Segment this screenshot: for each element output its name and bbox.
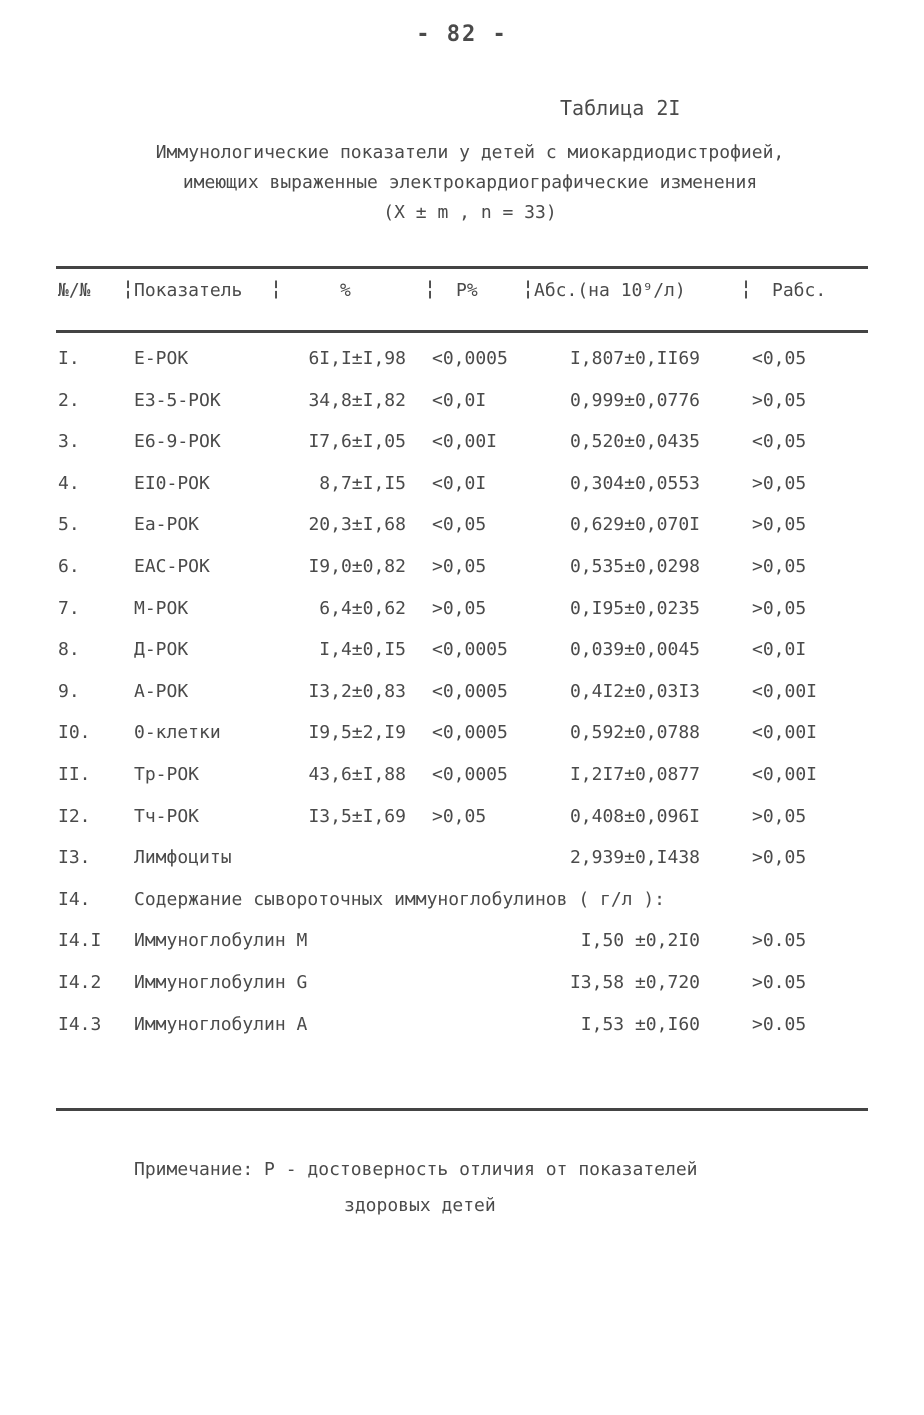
row-absolute: I,2I7±0,0877 <box>569 764 700 785</box>
row-indicator: EAC-РОК <box>134 556 210 577</box>
table-row <box>0 1006 924 1048</box>
row-percent: I,4±0,I5 <box>319 639 406 661</box>
table-header-rule <box>56 330 868 333</box>
row-p-absolute: <0,05 <box>752 348 807 369</box>
table-caption <box>60 138 880 228</box>
row-number: 5. <box>58 514 80 536</box>
row-absolute: 0,592±0,0788 <box>569 722 700 744</box>
row-percent: 8,7±I,I5 <box>319 472 406 494</box>
row-number: I. <box>58 348 80 369</box>
row-indicator: Tр-РОК <box>134 764 200 785</box>
table-row <box>0 673 924 715</box>
row-indicator: 0-клетки <box>134 722 221 744</box>
table-row <box>0 798 924 840</box>
table-bottom-rule <box>56 1108 868 1111</box>
table-row <box>0 964 924 1006</box>
row-percent: 20,3±I,68 <box>308 514 406 536</box>
row-number: 4. <box>58 472 80 494</box>
row-number: 9. <box>58 680 80 702</box>
row-p-absolute: <0,00I <box>752 764 818 785</box>
table-row <box>0 382 924 424</box>
row-indicator: Иммуноглобулин G <box>134 972 308 993</box>
note-line-2: здоровых детей <box>344 1195 496 1216</box>
row-percent: 6I,I±I,98 <box>308 348 406 369</box>
row-indicator: Eа-РОК <box>134 514 200 536</box>
row-p-absolute: >0,05 <box>752 805 807 827</box>
row-number: 3. <box>58 431 80 453</box>
header-separator: ¦ <box>122 276 135 300</box>
table-note <box>134 1152 834 1224</box>
row-indicator: A-РОК <box>134 680 189 702</box>
header-indicator: Показатель <box>134 280 243 301</box>
row-absolute: 0,I95±0,0235 <box>569 597 700 619</box>
row-p-absolute: <0,05 <box>752 431 807 453</box>
row-percent: I3,5±I,69 <box>308 805 406 827</box>
row-p-absolute: >0,05 <box>752 597 807 619</box>
row-absolute: 0,535±0,0298 <box>569 556 700 577</box>
row-indicator: EI0-РОК <box>134 472 210 494</box>
row-p-absolute: >0.05 <box>752 972 807 993</box>
row-p-percent: >0,05 <box>432 556 487 577</box>
page-number: - 82 - <box>416 22 508 47</box>
row-p-absolute: >0.05 <box>752 930 807 952</box>
table-label: Таблица 2I <box>560 96 681 120</box>
caption-line-3: (X ± m , n = 33) <box>383 202 557 223</box>
header-p-abs: Pабс. <box>772 280 827 301</box>
table-row <box>0 881 924 923</box>
row-number: I4. <box>58 888 91 910</box>
row-number: II. <box>58 764 91 785</box>
row-p-absolute: >0,05 <box>752 389 807 411</box>
row-p-absolute: <0,0I <box>752 639 807 661</box>
row-p-percent: >0,05 <box>432 597 487 619</box>
row-indicator: M-РОК <box>134 597 189 619</box>
row-number: I4.2 <box>58 972 102 993</box>
row-percent: 34,8±I,82 <box>308 389 406 411</box>
row-indicator: E6-9-РОК <box>134 431 221 453</box>
row-indicator: Иммуноглобулин A <box>134 1013 308 1035</box>
row-p-absolute: <0,00I <box>752 722 818 744</box>
table-row <box>0 590 924 632</box>
table-row <box>0 465 924 507</box>
row-number: 8. <box>58 639 80 661</box>
row-absolute: I3,58 ±0,720 <box>569 972 700 993</box>
row-number: 2. <box>58 389 80 411</box>
row-p-absolute: >0,05 <box>752 472 807 494</box>
row-p-percent: <0,00I <box>432 431 498 453</box>
row-absolute: 0,520±0,0435 <box>569 431 700 453</box>
row-number: I3. <box>58 847 91 869</box>
row-percent: 6,4±0,62 <box>319 597 406 619</box>
row-indicator: E3-5-РОК <box>134 389 221 411</box>
row-p-percent: <0,0005 <box>432 348 508 369</box>
row-indicator: Иммуноглобулин M <box>134 930 308 952</box>
note-line-1: Примечание: P - достоверность отличия от показателей <box>134 1159 698 1180</box>
row-absolute: I,807±0,II69 <box>569 348 700 369</box>
row-percent: I9,5±2,I9 <box>308 722 406 744</box>
table-row <box>0 423 924 465</box>
table-row <box>0 714 924 756</box>
row-percent: I9,0±0,82 <box>308 556 406 577</box>
row-p-percent: <0,0005 <box>432 639 508 661</box>
row-p-percent: <0,0005 <box>432 764 508 785</box>
row-indicator: Tч-РОК <box>134 805 200 827</box>
row-indicator: Д-РОК <box>134 639 189 661</box>
row-p-percent: <0,0005 <box>432 680 508 702</box>
row-number: 7. <box>58 597 80 619</box>
table-top-rule <box>56 266 868 269</box>
row-indicator: Содержание сывороточных иммуноглобулинов ( г/л ): <box>134 888 666 910</box>
row-absolute: 2,939±0,I438 <box>569 847 700 869</box>
header-abs: Абс.(на 10⁹/л) <box>534 280 686 301</box>
table-row <box>0 922 924 964</box>
row-absolute: I,53 ±0,I60 <box>580 1013 700 1035</box>
row-absolute: 0,408±0,096I <box>569 805 700 827</box>
table-row <box>0 839 924 881</box>
row-absolute: 0,304±0,0553 <box>569 472 700 494</box>
row-percent: I7,6±I,05 <box>308 431 406 453</box>
row-absolute: 0,629±0,070I <box>569 514 700 536</box>
row-number: I4.3 <box>58 1013 102 1035</box>
header-separator: ¦ <box>740 276 753 300</box>
row-absolute: I,50 ±0,2I0 <box>580 930 700 952</box>
header-num: №/№ <box>58 280 91 301</box>
row-p-percent: <0,05 <box>432 514 487 536</box>
row-indicator: Лимфоциты <box>134 847 232 869</box>
header-separator: ¦ <box>522 276 535 300</box>
table-row <box>0 631 924 673</box>
row-p-percent: >0,05 <box>432 805 487 827</box>
row-number: 6. <box>58 556 80 577</box>
row-absolute: 0,039±0,0045 <box>569 639 700 661</box>
table-row <box>0 506 924 548</box>
header-p-percent: P% <box>456 280 478 301</box>
row-percent: 43,6±I,88 <box>308 764 406 785</box>
row-p-percent: <0,0I <box>432 472 487 494</box>
row-absolute: 0,4I2±0,03I3 <box>569 680 700 702</box>
header-separator: ¦ <box>424 276 437 300</box>
table-row <box>0 340 924 382</box>
row-p-absolute: >0,05 <box>752 556 807 577</box>
row-p-percent: <0,0I <box>432 389 487 411</box>
row-p-absolute: >0.05 <box>752 1013 807 1035</box>
row-p-percent: <0,0005 <box>432 722 508 744</box>
row-number: I4.I <box>58 930 102 952</box>
row-p-absolute: >0,05 <box>752 847 807 869</box>
row-indicator: E-РОК <box>134 348 189 369</box>
table-row <box>0 548 924 590</box>
row-absolute: 0,999±0,0776 <box>569 389 700 411</box>
row-percent: I3,2±0,83 <box>308 680 406 702</box>
header-separator: ¦ <box>270 276 283 300</box>
header-percent: % <box>340 280 351 301</box>
caption-line-1: Иммунологические показатели у детей с миокардиодистрофией, <box>155 142 785 163</box>
row-number: I2. <box>58 805 91 827</box>
row-p-absolute: >0,05 <box>752 514 807 536</box>
row-p-absolute: <0,00I <box>752 680 818 702</box>
caption-line-2: имеющих выраженные электрокардиографические изменения <box>182 172 758 193</box>
table-row <box>0 756 924 798</box>
row-number: I0. <box>58 722 91 744</box>
